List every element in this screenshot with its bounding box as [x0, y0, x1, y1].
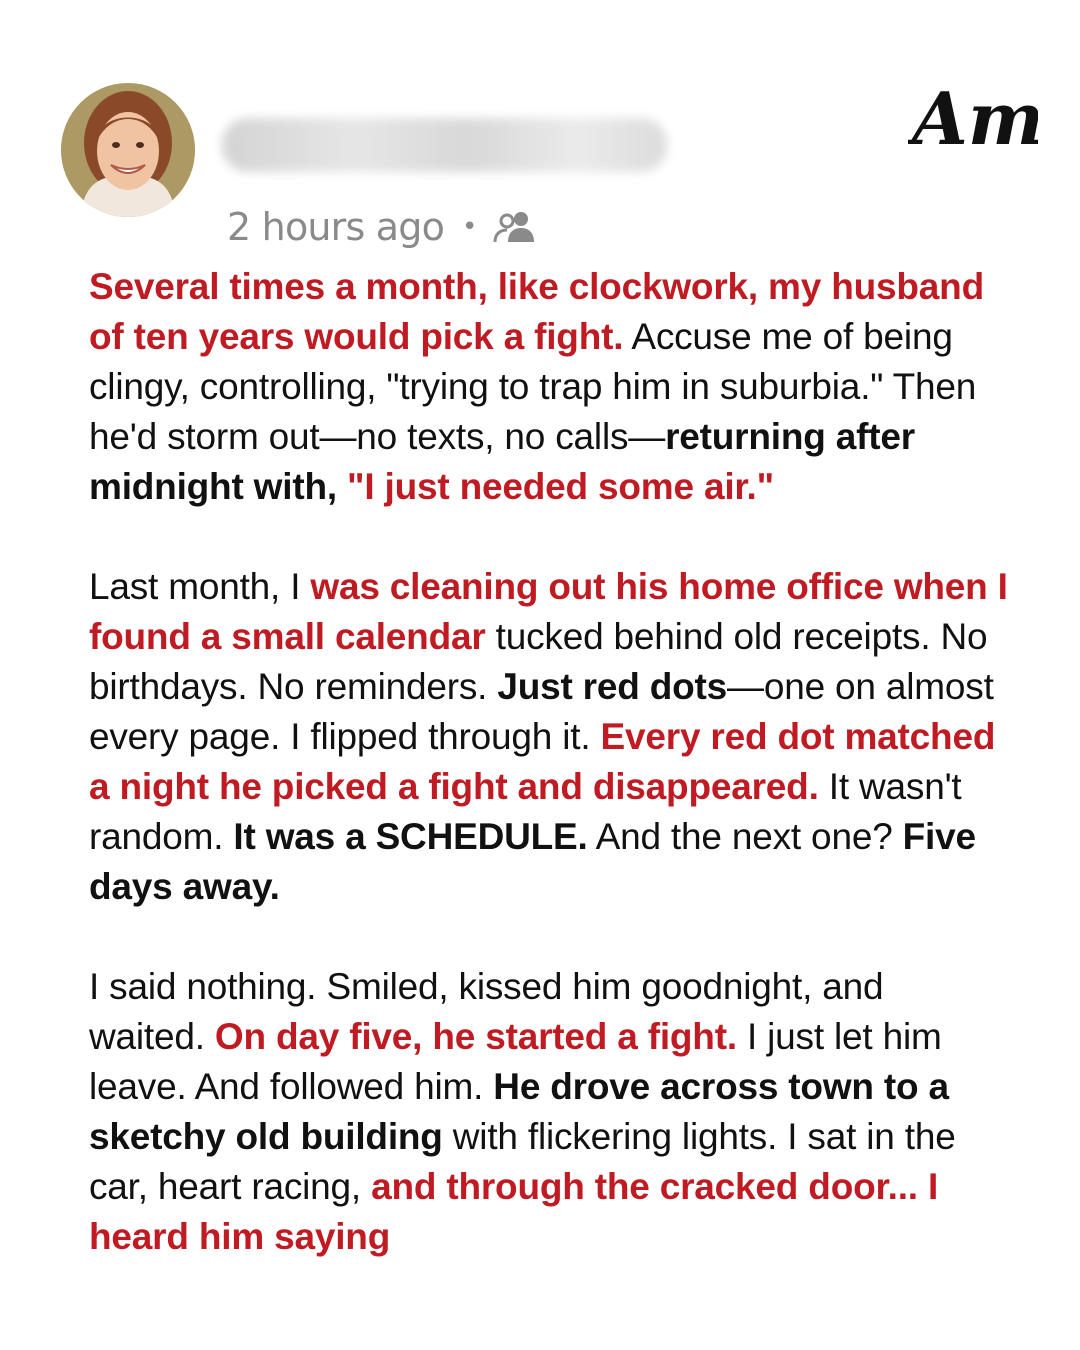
- body-text: with flickering lights. I sat in the car, heart racing,: [89, 1116, 956, 1207]
- author-name-blurred[interactable]: [222, 118, 667, 172]
- bold-text: Five days away.: [89, 816, 976, 907]
- body-text: [337, 466, 347, 507]
- body-text: I said nothing. Smiled, kissed him goodnight, and waited.: [89, 966, 884, 1057]
- highlight-text: Every red dot matched a night he picked a fight and disappeared.: [89, 716, 996, 807]
- post-meta: [227, 200, 539, 254]
- highlight-text: and through the cracked door... I heard him saying: [89, 1166, 939, 1257]
- post-body: [89, 262, 1009, 1312]
- body-text: And the next one?: [587, 816, 903, 857]
- bold-text: It was a SCHEDULE.: [233, 816, 588, 857]
- meta-separator: •: [462, 212, 477, 242]
- body-text: —one on almost every page. I flipped through it.: [89, 666, 994, 757]
- body-text: tucked behind old receipts. No birthdays. No reminders.: [89, 616, 988, 707]
- brand-logo: [908, 80, 1038, 160]
- author-avatar[interactable]: [61, 83, 195, 217]
- bold-text: returning after midnight with,: [89, 416, 915, 507]
- body-text: Accuse me of being clingy, controlling, "trying to trap him in suburbia." Then he'd storm out—no texts, no calls—: [89, 316, 977, 457]
- post-paragraph: [89, 962, 1009, 1262]
- body-text: It wasn't random.: [89, 766, 962, 857]
- highlight-text: was cleaning out his home office when I found a small calendar: [89, 566, 1008, 657]
- bold-text: He drove across town to a sketchy old building: [89, 1066, 949, 1157]
- body-text: Last month, I: [89, 566, 311, 607]
- post-paragraph: [89, 562, 1009, 912]
- post-paragraph: [89, 262, 1009, 512]
- body-text: I just let him leave. And followed him.: [89, 1016, 942, 1107]
- highlight-text: On day five, he started a fight.: [214, 1016, 737, 1057]
- friends-icon: [491, 208, 539, 246]
- highlight-text: "I just needed some air.": [347, 466, 774, 507]
- bold-text: Just red dots: [497, 666, 728, 707]
- post-timestamp[interactable]: 2 hours ago: [227, 205, 445, 249]
- highlight-text: Several times a month, like clockwork, my husband of ten years would pick a fight.: [89, 266, 984, 357]
- brand-logo-text: Am: [912, 80, 1038, 160]
